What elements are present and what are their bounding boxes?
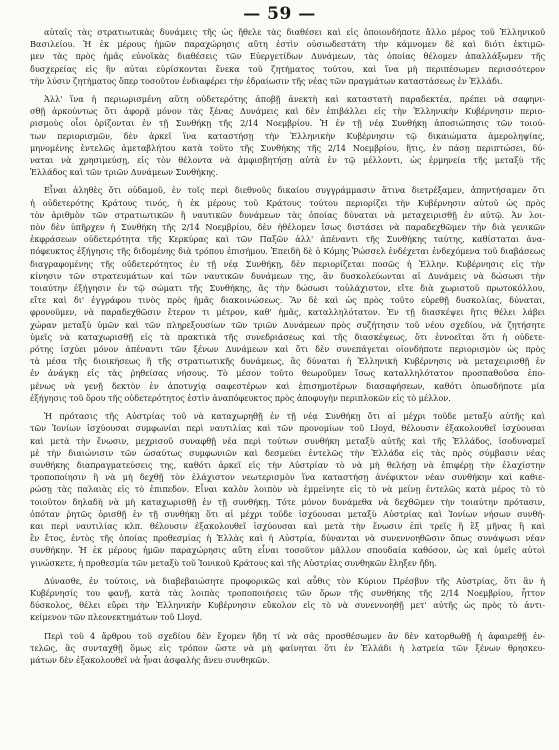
text-line: μηνομένης ἐντελῶς ἀμεταβλήτου κατὰ τοῦτο τῆς Συνθήκης τῆς 2/14 Νοεμβρίου, ἥτις, ἐν πάσῃ περιπτώσει, δύ- [30, 142, 545, 153]
text-line: Δύνασθε, ἐν τούτοις, νὰ διαβεβαιώσητε προφορικῶς καὶ αὖθις τὸν Κύριον Πρέσβυν τῆς Αὐστρίας, ὅτι ἂν ἡ [44, 575, 545, 586]
text-line: ναται νὰ χρησιμεύσῃ, εἰς τὸν θέλοντα νὰ ἀμφισβητήσῃ αὐτὰ ἐν τῷ μέλλοντι, ὡς ἑρμηνεία τῆς μεταξὺ τῆς [30, 155, 545, 166]
text-line: ἐν ἀνάγκῃ εἰς τὰς ῥηθείσας νήσους. Τὸ μέσον τοῦτο θεωροῦμεν ἴσως καταλληλότατον προσπαθοῦσα ἐπο- [30, 368, 545, 379]
text-line: σθῇ ἀρκούντως ὅτι ἀφορᾷ μόνον τὰς ξένας Δυνάμεις καὶ δὲν ἐπιβάλλει εἰς τὴν Ἑλληνικὴν Κυβέρνησιν περιο- [30, 106, 545, 117]
text-line: εἴτε καὶ δι' ἐγγράφου τινὸς πρὸς ἡμᾶς διακοινώσεως. Ἂν δὲ καὶ ὡς πρὸς τοῦτο εὑρεθῇ δυσκολίας, δύναται, [30, 295, 545, 306]
document-body [14, 26, 545, 666]
text-line: και περὶ ναυτιλίας κλπ. θέλουσιν ἐξακολουθεῖ ἰσχύουσαι καὶ μετὰ τὴν ἕνωσιν ἐπὶ τρεῖς ἢ ἓξ μῆνας ἢ καὶ [30, 520, 545, 531]
text-line: τροποποίησιν ἢ νὰ μὴ δεχθῇ τὸν ἐλάχιστον νεωτερισμὸν ἵνα καταστήσῃ ἀνέφικτον νέαν συνθήκην καὶ καθιε- [30, 472, 545, 483]
paragraph [14, 26, 545, 87]
text-line: τὴν λύσιν ζητήματος ὅπερ τοσοῦτον ἐνδιαφέρει τὴν ἐδραίωσιν τῆς νέας τῶν πραγμάτων καταστάσεως ἐν Ἑλλάδι. [30, 75, 503, 86]
text-line: πόφευκτος ἐξήγησις τῆς διδομένης διὰ τρόπου ἐπισήμου. Ἐπειδὴ δὲ ὁ Κόμης Ῥώσσελ ἐνδέχεται ἐνδεχόμενα τοῦ διαβάσεως [30, 246, 545, 257]
text-line: δυσχερείας εἰς ἣν αὐται εὑρίσκονται ἕνεκα τοῦ ζητήματος τούτου, καὶ ἵνα μὴ περιπέσωμεν περισσότερον [30, 63, 545, 74]
text-line: ἐκφράσεων οὐδετερότητα τῆς Κερκύρας καὶ τῶν Παξῶν ἀλλ' ἀπέναντι τῆς Συνθήκης ταύτης, καθίσταται ἀνα- [30, 234, 545, 245]
text-line: μὲ τὴν διαιώνισιν τῶν ὡσαύτως συμφωνιῶν καὶ δεσμεύει ἐντελῶς τὴν Ἑλλάδα εἰς τὰς πρὸς σύμβασιν νέας [30, 447, 545, 458]
paragraph [14, 93, 545, 178]
text-line: συνθήκης διαπραγματεύσεις της, καθότι ἀρκεῖ εἰς τὴν Αὐστρίαν τὸ νὰ μὴ θελήσῃ νὰ ἐπιφέρῃ τὴν ἐλαχίστην [30, 459, 545, 470]
text-line: χώραν μεταξὺ ὑμῶν καὶ τῶν πληρεξουσίων τῶν τριῶν Δυνάμεων πρὸς συζήτησιν τοῦ νέου σχεδίου, νὰ ζητήσητε [30, 319, 545, 330]
text-line: των περιορισμῶν, δὲν ἀρκεῖ ἵνα καταστήσῃ τὴν Ἑλληνικὴν Κυβέρνησιν τῷ δικαιώματα ἀμεροληψίας, [30, 130, 545, 141]
paragraph [14, 575, 545, 624]
text-line: μεν τὰς πρὸς ἡμᾶς εὐνοϊκὰς διαθέσεις τῶν Εὐεργετίδων Δυνάμεων, τὰς ὁποίας θέλομεν ἀπαλλάξωμεν τῆς [30, 51, 545, 62]
paragraph [14, 410, 545, 569]
text-line: διαγραφομένης τῆς οὐδετερότητος ἐν τῇ νέᾳ Συνθήκῃ, δὲν περιορίζεται ποσῶς ἡ Ἑλλην. Κυβέρνησις εἰς τὴν [30, 258, 545, 269]
text-line: συνθήκην. Ἡ ἐκ μέρους ἡμῶν παραχώρησις αὕτη εἶναι τοσοῦτον μᾶλλον σπουδαία καθόσον, ὡς καὶ ὑμεῖς αὐτοὶ [30, 545, 545, 556]
text-line: τῶν Ἰονίων ἰσχύουσαι συμφωνίαι περὶ ναυτιλίας καὶ τῶν προνομίων τοῦ Lloyd, θέλουσιν ἐξακολουθεῖ ἰσχύουσαι [30, 423, 545, 434]
text-line: Ἑλλάδος καὶ τῶν τριῶν Δυνάμεων Συνθήκης. [30, 167, 218, 178]
text-line: δύσκολος, θέλει εὕρει τὴν Ἑλληνικὴν Κυβέρνησιν εὔκολον εἰς τὸ νὰ συνεννοηθῇ μετ' αὐτῆς ὡς πρὸς τὸ ἀντι- [30, 600, 545, 611]
text-line: Περὶ τοῦ 4 ἄρθρου τοῦ σχεδίου δὲν ἔχομεν ἤδη τί νὰ σᾶς προσθέσωμεν ἂν δὲν κατορθωθῇ ἡ ἀφαιρεθῇ ἐν- [44, 630, 545, 641]
text-line: τοιαύτην ἐξήγησιν ἐν τῷ σώματι τῆς Συνθήκης, ἂς τὴν δώσωσι τοὐλάχιστον, εἴτε διὰ χωριστοῦ πρωτοκόλλου, [30, 283, 545, 294]
text-line: Ἀλλ' ἵνα ἡ περιωρισμένη αὕτη οὐδετερότης ἀποβῇ ἀνεκτὴ καὶ καταστατὴ παραδεκτέα, πρέπει νὰ σαφηνι- [44, 94, 545, 105]
text-line: φρονοῦμεν, νὰ παραδεχθῶσιν ἕτερον τι μέτρον, καθ' ἡμᾶς, καταλληλότατον. Ἐν τῇ διασκέψει ἥτις θέλει λάβει [30, 307, 545, 318]
text-line: γινώσκετε, ἡ προθεσμία τῶν μεταξὺ τοῦ Ἰονικοῦ Κράτους καὶ τῆς Αὐστρίας συνθηκῶν ἔληξεν ἤδη. [30, 557, 437, 568]
text-line: ὁπόταν ῥητῶς ὁρισθῇ ἐν τῇ συνθήκῃ ὅτι αἱ μέχρι τοῦδε ἰσχύουσαι μεταξὺ Αὐστρίας καὶ Ἰονίων νήσων συνθή- [30, 508, 545, 519]
text-line: καὶ μετὰ τὴν ἕνωσιν, μεχρισοῦ συναφθῇ νέα περὶ τούτων συνθήκη μεταξὺ αὐτῆς καὶ τῆς Ἑλλάδος, ἰσοδυναμεῖ [30, 435, 545, 446]
text-line: τοιοῦτον δηλαδὴ νὰ μὴ καταχωρισθῇ ἐν τῇ συνθήκῃ. Τότε μόνον δυνάμεθα νὰ δεχθῶμεν τὴν τοιαύτην πρότασιν, [30, 496, 545, 507]
text-line: Ἡ πρότασις τῆς Αὐστρίας τοῦ νὰ καταχωρηθῇ ἐν τῇ νέᾳ Συνθήκῃ ὅτι αἱ μέχρι τοῦδε μεταξὺ αὐτῆς καὶ [44, 411, 545, 422]
paragraph [14, 630, 545, 667]
text-line: κίνησιν τῶν στρατευμάτων καὶ τῶν ναυτικῶν δυνάμεων της, ἂν δυσκολεύωνται αἱ Δυνάμεις νὰ δώσωσι τὴν [30, 270, 545, 281]
text-line: αὐταῖς τὰς στρατιωτικὰς δυνάμεις τῆς ὡς ἤθελε τὰς διαθέσει καὶ εἰς ὁποιονδήποτε ἄλλο μέρος τοῦ Ἑλληνικοῦ [44, 27, 545, 37]
text-line: Βασιλείου. Ἡ ἐκ μέρους ἡμῶν παραχώρησις αὕτη ἐστὶν οὐσιωδεστάτη τὴν κάμνομεν δὲ καὶ διότι ἐκτιμῶ- [30, 39, 545, 50]
text-line: μάτων δὲν ἐξακολουθεῖ νὰ ἦναι ἀσφαλὴς ἄνευ συνθηκῶν. [30, 654, 270, 665]
text-line: ἡ οὐδετερότης Κράτους τινός, ἡ ἐκ μέρους τοῦ Κράτους τούτου περιορίζει τὴν Κυβέρνησιν αὐτοῦ ὡς πρὸς [30, 197, 545, 208]
text-line: ρισμοὺς οἷοι ὁρίζονται ἐν τῇ Συνθήκῃ τῆς 2/14 Νοεμβρίου. Ἡ ἐν τῇ νέᾳ Συνθήκῃ ἀποσιώπησις τῶν τοιού- [30, 118, 545, 129]
text-line: τὰ μέσα τῆς διοικήσεως ἢ τῆς στρατιωτικῆς δυνάμεως, ἃς δύναται ἡ Ἑλληνικὴ Κυβέρνησις νὰ μεταχειρισθῇ ἐν [30, 356, 545, 367]
text-line: πὸν δὲν ὑπῆρχεν ἡ Συνθήκη τῆς 2/14 Νοεμβρίου, δὲν ἠθέλομεν ἴσως διστάσει νὰ παραδεχθῶμεν τὴν διὰ γενικῶν [30, 222, 545, 233]
text-line: κείμενον τῶν πλεονεκτημάτων τοῦ Lloyd. [30, 612, 203, 623]
text-line: Κυβέρνησίς του φανῇ, κατὰ τὰς λοιπὰς τροποποιήσεις τῶν ὅρων τῆς συνθήκης τῆς 2/14 Νοεμβρίου, ἧττον [30, 587, 545, 598]
text-line: ἓν ἔτος, ἐντὸς τῆς ὁποίας προθεσμίας ἡ Ἑλλὰς καὶ ἡ Αὐστρία, δύνανται νὰ συνεννοηθῶσιν ὅπως συνάψωσι νέαν [30, 533, 545, 544]
text-line: τελῶς, ἃς συνταχθῇ ὅμως εἰς τρόπον ὥστε νὰ μὴ φαίνηται ὅτι ἐν Ἑλλάδι ἡ λατρεία τῶν ξένων θρησκευ- [30, 642, 545, 653]
text-line: μένως νὰ γενῇ δεκτὸν ἐν ἀποτυχίᾳ σαφεστέρων καὶ ἐπισημοτέρων διασαφήσεων, καθότι ὁπωσδήποτε μία [30, 380, 545, 391]
text-line: τὸν ἀριθμὸν τῶν στρατιωτικῶν ἢ ναυτικῶν δυνάμεων τὰς ὁποίας δύναται νὰ μεταχειρισθῇ ἐν αὐτῷ. Ἀν λοι- [30, 209, 545, 220]
page-number-header: — 59 — [243, 4, 316, 24]
text-line: ἐξήγησις τοῦ ὅρου τῆς οὐδετερότητος ἐστὶν ἀναπόφευκτος πρὸς ἀποφυγὴν περιπλοκῶν εἰς τὸ μέλλον. [30, 392, 451, 403]
text-line: ρότης ἰσχύει μόνον ἀπέναντι τῶν ξένων Δυνάμεων καὶ ὅτι δὲν συνεπάγεται οἱονδήποτε περιορισμὸν ὡς πρὸς [30, 344, 545, 355]
paragraph [14, 184, 545, 404]
text-line: ὑμεῖς νὰ καταχωρισθῇ εἰς τὰ πρακτικὰ τῆς συνεδριάσεως καὶ τῆς διασκέψεως, ὅτι ἐννοεῖται ὅτι ἡ οὐδετε- [30, 331, 545, 342]
text-line: ρώσῃ τὰς παλαιὰς εἰς τὸ ἐπιπεδον. Εἶναι καλὸν λοιπὸν νὰ ἐμμείνητε εἰς τὸ νὰ μείνῃ ἐντελῶς κατὰ μέρος τὸ τὸ [30, 484, 545, 495]
text-line: Εἶναι ἀληθὲς ὅτι οὐδαμοῦ, ἐν τοῖς περὶ διεθνοῦς δικαίου συγγράμμασιν ἅτινα διετρέξαμεν, ἀπηντήσαμεν ὅτι [44, 185, 545, 196]
